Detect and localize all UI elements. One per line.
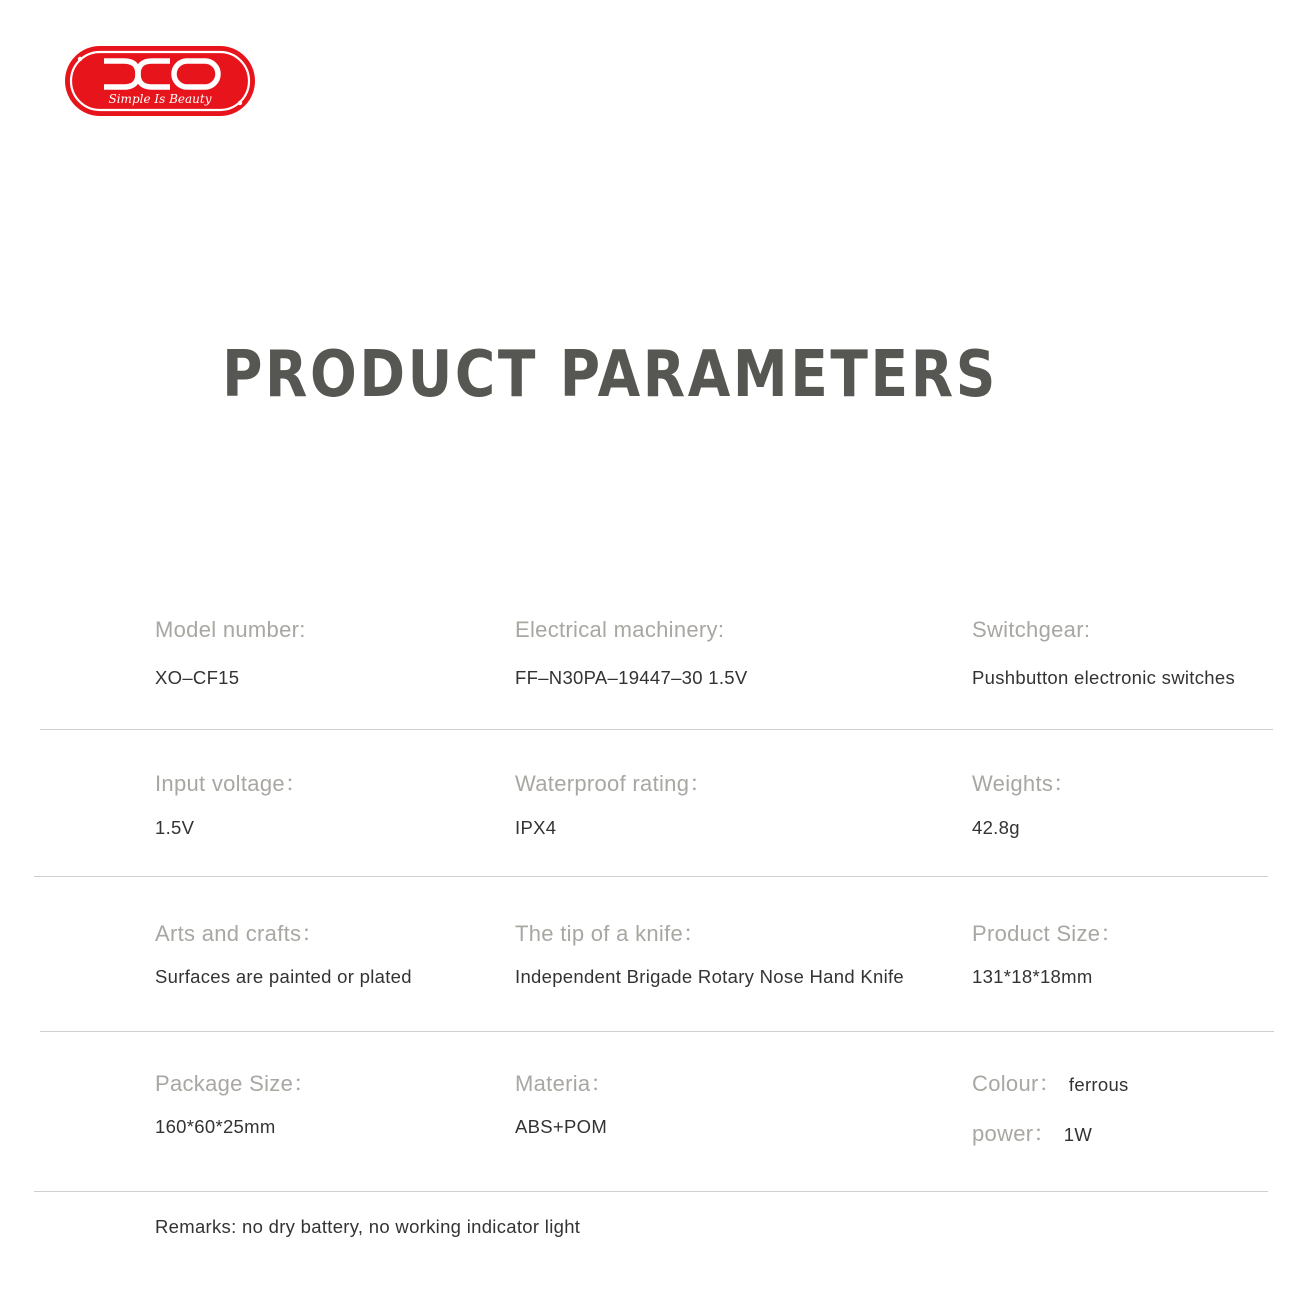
- colour-row: [972, 1067, 1129, 1098]
- weights-label: Weights：: [972, 771, 1076, 796]
- weights-value: 42.8g: [972, 817, 1020, 838]
- materia-value: ABS+POM: [515, 1116, 608, 1137]
- arts-and-crafts-value: Surfaces are painted or plated: [155, 966, 412, 987]
- svg-text:Simple Is Beauty: Simple Is Beauty: [108, 92, 212, 106]
- row-divider: [40, 1031, 1274, 1032]
- power-value: 1W: [1063, 1124, 1093, 1145]
- remarks-text: Remarks: no dry battery, no working indicator light: [155, 1216, 581, 1237]
- colour-value: ferrous: [1068, 1074, 1129, 1095]
- knife-tip-label: The tip of a knife：: [515, 921, 706, 946]
- package-size-value: 160*60*25mm: [155, 1116, 276, 1137]
- row-divider: [34, 1191, 1268, 1192]
- switchgear-label: Switchgear:: [972, 617, 1091, 642]
- waterproof-rating-label: Waterproof rating：: [515, 771, 712, 796]
- arts-and-crafts-label: Arts and crafts：: [155, 921, 324, 946]
- row-divider: [34, 876, 1268, 877]
- package-size-label: Package Size：: [155, 1071, 316, 1096]
- knife-tip-value: Independent Brigade Rotary Nose Hand Knife: [515, 966, 905, 987]
- materia-label: Materia：: [515, 1071, 613, 1096]
- input-voltage-label: Input voltage：: [155, 771, 308, 796]
- product-size-label: Product Size：: [972, 921, 1123, 946]
- power-label: power：: [972, 1121, 1056, 1146]
- input-voltage-value: 1.5V: [155, 817, 195, 838]
- power-row: [972, 1117, 1092, 1148]
- switchgear-value: Pushbutton electronic switches: [972, 667, 1235, 688]
- product-size-value: 131*18*18mm: [972, 966, 1093, 987]
- electrical-machinery-label: Electrical machinery:: [515, 617, 725, 642]
- colour-label: Colour：: [972, 1071, 1061, 1096]
- xo-brand-logo: [62, 43, 258, 119]
- model-number-label: Model number:: [155, 617, 306, 642]
- waterproof-rating-value: IPX4: [515, 817, 557, 838]
- page-title: PRODUCT PARAMETERS: [222, 338, 998, 412]
- row-divider: [40, 729, 1273, 730]
- model-number-value: XO–CF15: [155, 667, 240, 688]
- electrical-machinery-value: FF–N30PA–19447–30 1.5V: [515, 667, 748, 688]
